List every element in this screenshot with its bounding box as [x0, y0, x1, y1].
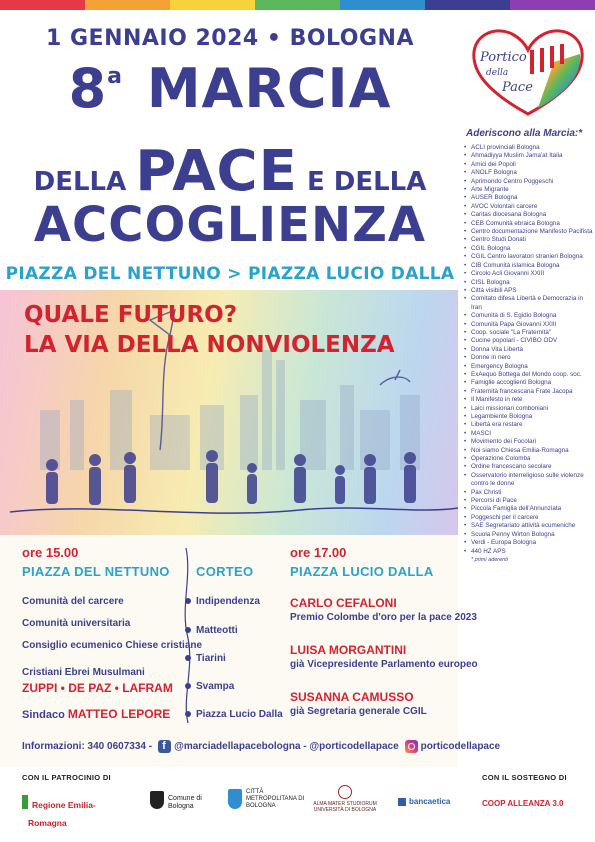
footer — [0, 767, 595, 842]
adherent-item: • CEB Comunità ebraica Bologna — [462, 220, 595, 228]
region-logo — [22, 795, 132, 828]
adherent-item: • Poggeschi per il carcere — [462, 514, 595, 522]
participant-3: Consiglio ecumenico Chiese cristiane — [22, 640, 203, 651]
edition-number: 8 — [68, 57, 108, 120]
facebook-handles: @marciadellapacebologna - @porticodellapace — [174, 741, 399, 752]
support-label: CON IL SOSTEGNO DI — [482, 773, 567, 782]
adherent-item: • Scuola Penny Wirton Bologna — [462, 531, 595, 539]
march-route: PIAZZA DEL NETTUNO > PIAZZA LUCIO DALLA — [5, 264, 455, 284]
bank-mark-icon — [398, 798, 406, 806]
title-della: DELLA — [33, 167, 127, 197]
adherent-item: • 440 HZ APS — [462, 548, 595, 556]
adherent-item: • Ahmadiyya Muslim Jama'at Italia — [462, 152, 595, 160]
adherents-list — [462, 144, 595, 556]
facebook-icon — [158, 740, 171, 753]
phone-info: Informazioni: 340 0607334 - — [22, 741, 153, 752]
route-dot-2 — [185, 627, 191, 633]
route-dot-5 — [185, 711, 191, 717]
religious-leaders: ZUPPI • DE PAZ • LAFRAM — [22, 681, 173, 695]
adherent-item: • Comunità di S. Egidio Bologna — [462, 312, 595, 320]
rainbow-stripe — [0, 0, 595, 10]
adherent-item: • MASCI — [462, 430, 595, 438]
route-dot-1 — [185, 598, 191, 604]
title-e-della: E DELLA — [306, 167, 427, 197]
logo-word-portico: Portico — [480, 50, 527, 65]
adherent-item: • CIB Comunità islamica Bologna — [462, 262, 595, 270]
mayor-line — [22, 707, 170, 721]
adherent-item: • Donna Vita Libertà — [462, 346, 595, 354]
end-place: PIAZZA LUCIO DALLA — [290, 564, 434, 579]
university-seal-icon — [338, 785, 352, 799]
adherent-item: • ExAequo Bottega del Mondo coop. soc. — [462, 371, 595, 379]
adherent-item: • Caritas diocesana Bologna — [462, 211, 595, 219]
contact-info — [22, 740, 500, 753]
adherents-note: * primi aderenti — [471, 556, 508, 563]
title-accoglienza: ACCOGLIENZA — [33, 197, 427, 253]
route-stop-2: Matteotti — [196, 625, 238, 636]
route-stop-4: Svampa — [196, 681, 235, 692]
adherent-item: • Movimento dei Focolari — [462, 438, 595, 446]
title-line-1 — [0, 57, 460, 130]
adherent-item: • Amici dei Popoli — [462, 161, 595, 169]
start-time: ore 15.00 — [22, 545, 79, 560]
instagram-icon — [405, 740, 418, 753]
corteo-label: CORTEO — [196, 564, 254, 579]
adherent-item: • Laici missionari comboniani — [462, 405, 595, 413]
central-question — [24, 300, 395, 360]
adherent-item: • Città visibili APS — [462, 287, 595, 295]
stripe-green — [255, 0, 340, 10]
adherent-item: • CGIL Centro lavoratori stranieri Bologna — [462, 253, 595, 261]
title-marcia: MARCIA — [146, 57, 392, 120]
faiths-line: Cristiani Ebrei Musulmani — [22, 667, 145, 678]
adherent-item: • Famiglie accoglienti Bologna — [462, 379, 595, 387]
metro-name: CITTÀ METROPOLITANA DI BOLOGNA — [246, 789, 305, 809]
adherent-item: • AUSER Bologna — [462, 194, 595, 202]
adherent-item: • Fraternità francescana Frate Jacopa — [462, 388, 595, 396]
start-place: PIAZZA DEL NETTUNO — [22, 564, 170, 579]
instagram-handle: porticodellapace — [420, 741, 501, 752]
question-line-1: QUALE FUTURO? — [24, 302, 238, 328]
speaker-1-name: CARLO CEFALONI — [290, 596, 397, 610]
question-line-2: LA VIA DELLA NONVIOLENZA — [24, 332, 395, 358]
adherent-item: • ACLI provinciali Bologna — [462, 144, 595, 152]
adherent-item: • Percorsi di Pace — [462, 497, 595, 505]
adherent-item: • ANOLF Bologna — [462, 169, 595, 177]
stripe-violet — [510, 0, 595, 10]
stripe-indigo — [425, 0, 510, 10]
adherent-item: • Ordine francescano secolare — [462, 463, 595, 471]
title-line-2 — [0, 139, 460, 204]
speaker-1-role: Premio Colombe d'oro per la pace 2023 — [290, 612, 477, 623]
portico-della-pace-logo — [468, 22, 588, 122]
university-logo — [305, 785, 385, 813]
adherent-item: • Libertà era restare — [462, 421, 595, 429]
adherent-item: • Piccola Famiglia dell'Annunziata — [462, 505, 595, 513]
adherent-item: • Centro documentazione Manifesto Pacifista — [462, 228, 595, 236]
stripe-orange — [85, 0, 170, 10]
participant-2: Comunità universitaria — [22, 618, 131, 629]
speaker-2-role: già Vicepresidente Parlamento europeo — [290, 659, 478, 670]
route-stop-1: Indipendenza — [196, 596, 260, 607]
adherent-item: • Operazione Colomba — [462, 455, 595, 463]
participant-1: Comunità del carcere — [22, 596, 124, 607]
route-stop-3: Tiarini — [196, 653, 226, 664]
adherent-item: • SAE Segretariato attività ecumeniche — [462, 522, 595, 530]
adherent-item: • Pax Christi — [462, 489, 595, 497]
stripe-yellow — [170, 0, 255, 10]
adherent-item: • Circolo Acli Giovanni XXIII — [462, 270, 595, 278]
route-dot-4 — [185, 683, 191, 689]
patronage-label: CON IL PATROCINIO DI — [22, 773, 111, 782]
comune-name: Comune di Bologna — [168, 795, 202, 810]
end-time: ore 17.00 — [290, 545, 347, 560]
bank-name: bancaetica — [409, 797, 451, 806]
route-stop-5: Piazza Lucio Dalla — [196, 709, 283, 720]
adherent-item: • CISL Bologna — [462, 279, 595, 287]
adherent-item: • Aprimondo Centro Poggeschi — [462, 178, 595, 186]
adherents-title: Aderiscono alla Marcia:* — [466, 128, 583, 139]
stripe-red — [0, 0, 85, 10]
adherents-sidebar — [462, 128, 595, 563]
stripe-blue — [340, 0, 425, 10]
adherent-item: • Coop. sociale "La Fraternità" — [462, 329, 595, 337]
adherent-item: • Cucine popolari - CIVIBO ODV — [462, 337, 595, 345]
adherent-item: • Il Manifesto in rete — [462, 396, 595, 404]
comune-shield-icon — [150, 791, 164, 809]
adherent-item: • Donne in nero — [462, 354, 595, 362]
speaker-3-role: già Segretaria generale CGIL — [290, 706, 427, 717]
adherent-item: • Verdi - Europa Bologna — [462, 539, 595, 547]
adherent-item: • Noi siamo Chiesa Emilia-Romagna — [462, 447, 595, 455]
speaker-3-name: SUSANNA CAMUSSO — [290, 690, 414, 704]
university-name: ALMA MATER STUDIORUM UNIVERSITÀ DI BOLOGNA — [313, 801, 377, 813]
mayor-name: MATTEO LEPORE — [67, 707, 171, 721]
adherent-item: • Comunità Papa Giovanni XXIII — [462, 321, 595, 329]
adherent-item: • Arte Migrante — [462, 186, 595, 194]
route-dot-3 — [185, 655, 191, 661]
speaker-2-name: LUISA MORGANTINI — [290, 643, 407, 657]
mayor-prefix: Sindaco — [22, 709, 65, 721]
event-date-location: 1 GENNAIO 2024 • BOLOGNA — [46, 26, 414, 51]
edition-superscript: a — [107, 64, 123, 89]
logo-word-pace: Pace — [502, 80, 533, 95]
metro-shield-icon — [228, 789, 242, 809]
title-pace: PACE — [135, 139, 298, 204]
coop-logo: COOP ALLEANZA 3.0 — [482, 799, 564, 808]
adherent-item: • CGIL Bologna — [462, 245, 595, 253]
region-name: Regione Emilia-Romagna — [28, 800, 96, 828]
adherent-item: • AVOC Volontari carcere — [462, 203, 595, 211]
bank-logo — [398, 797, 450, 806]
adherent-item: • Legambiente Bologna — [462, 413, 595, 421]
adherent-item: • Emergency Bologna — [462, 363, 595, 371]
logo-word-della: della — [486, 68, 509, 78]
adherent-item: • Centro Studi Donati — [462, 236, 595, 244]
adherent-item: • Comitato difesa Libertà e Democrazia in Iran — [462, 295, 595, 312]
adherent-item: • Osservatorio interreligioso sulle violenze contro le donne — [462, 472, 595, 489]
